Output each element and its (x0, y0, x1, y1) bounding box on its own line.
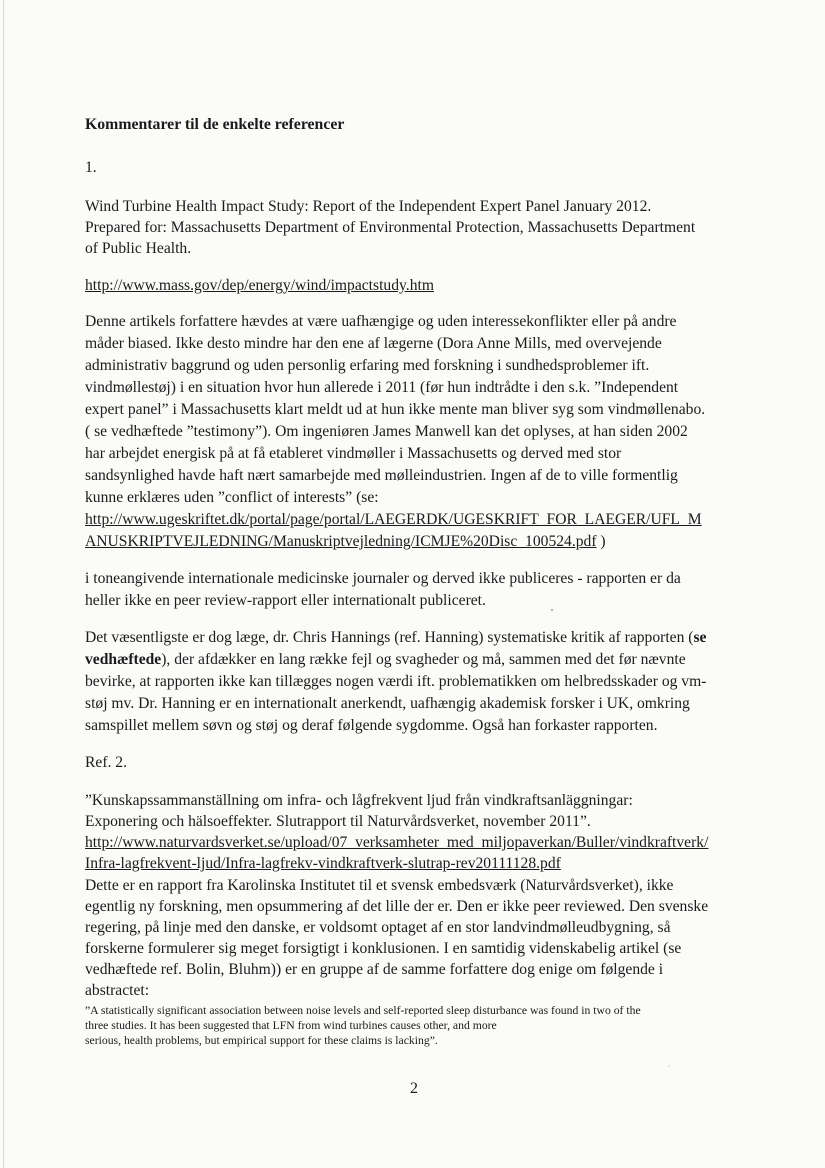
paragraph-line: Denne artikels forfattere hævdes at være uafhængige og uden interessekonflikter eller på andre (85, 313, 677, 330)
paragraph-line: vindmøllestøj) i en situation hvor hun allerede i 2011 (før hun indtrådte i den s.k. ”Independent (85, 379, 679, 396)
paragraph-line: støj mv. Dr. Hanning er en internationalt anerkendt, uafhængig akademisk forsker i UK, omkring (85, 695, 690, 712)
paragraph-line: heller ikke en peer review-rapport eller internationalt publiceret. (85, 592, 486, 609)
paragraph-line: expert panel” i Massachusetts klart meldt ud at hun ikke mente man bliver syg som vindmøllenabo. (85, 401, 706, 418)
quote-line: three studies. It has been suggested that LFN from wind turbines causes other, and more (85, 1019, 497, 1032)
paragraph-line: Dette er en rapport fra Karolinska Institutet til et svensk embedsværk (Naturvårdsverket), ikke (85, 877, 674, 894)
paragraph-line: administrativ baggrund og uden personlig erfaring med forskning i sundhedsproblemer ift. (85, 357, 650, 374)
scan-speck (551, 609, 553, 611)
section-heading: Kommentarer til de enkelte referencer (85, 116, 345, 133)
section-1-number: 1. (85, 159, 97, 176)
quote-line: ”A statistically significant association between noise levels and self-reported sleep disturbance was found in two of the (85, 1004, 641, 1017)
paragraph-line: måder biased. Ikke desto mindre har den ene af lægerne (Dora Anne Mills, med overvejende (85, 335, 662, 352)
paragraph-line: ( se vedhæftede ”testimony”). Om ingeniøren James Manwell kan det oplyses, at han siden 2002 (85, 423, 688, 440)
naturvardsverket-link-line-2[interactable]: Infra-lagfrekvent-ljud/Infra-lagfrekv-vindkraftverk-slutrap-rev20111128.pdf (85, 855, 561, 872)
paragraph-bold-text: se (693, 629, 707, 646)
paragraph-text: Det væsentligste er dog læge, dr. Chris Hannings (ref. Hanning) systematiske kritik af rapporten ( (85, 629, 694, 646)
section-2-number: Ref. 2. (85, 754, 128, 771)
citation-line: Exponering och hälsoeffekter. Slutrapport til Naturvårdsverket, november 2011”. (85, 813, 591, 830)
paragraph-line: samspillet mellem søvn og støj og deraf følgende sygdomme. Også han forkaster rapporten. (85, 717, 658, 734)
scan-speck (668, 1065, 670, 1067)
paragraph-line: bevirke, at rapporten ikke kan tillægges nogen værdi ift. problematikken om helbredsskader og vm- (85, 673, 707, 690)
paragraph-line: egentlig ny forskning, men opsummering af det lille der er. Den er ikke peer reviewed. Den svenske (85, 898, 709, 915)
page-number: 2 (410, 1080, 418, 1097)
paragraph-line: abstractet: (85, 982, 150, 999)
paragraph-line: forskerne formulerer sig meget forsigtigt i konklusionen. I en samtidig videnskabelig artikel (se (85, 940, 682, 957)
paragraph-line: kunne erklæres uden ”conflict of interests” (se: (85, 489, 379, 506)
paragraph-text: ), der afdækker en lang række fejl og svagheder og må, sammen med det før nævnte (161, 651, 686, 668)
paragraph-line: regering, på linje med den danske, er voldsomt optaget af en stor landvindmølleudbygning, så (85, 919, 671, 936)
scan-page-edge (3, 0, 4, 1168)
citation-line: of Public Health. (85, 240, 192, 257)
paragraph-line: vedhæftede ref. Bolin, Bluhm)) er en gruppe af de samme forfattere dog enige om følgende i (85, 961, 664, 978)
paragraph-line (85, 628, 706, 648)
citation-line: Prepared for: Massachusetts Department of Environmental Protection, Massachusetts Department (85, 219, 696, 236)
paragraph-line: har arbejdet energisk på at få etableret vindmøller i Massachusetts og derved med stor (85, 445, 622, 462)
ugeskrift-link-line-1[interactable]: http://www.ugeskriftet.dk/portal/page/portal/LAEGERDK/UGESKRIFT_FOR_LAEGER/UFL_M (85, 511, 702, 528)
paragraph-line (85, 650, 686, 670)
ugeskrift-link-line-2-wrap (85, 532, 606, 552)
naturvardsverket-link-line-1[interactable]: http://www.naturvardsverket.se/upload/07_verksamheter_med_miljopaverkan/Buller/vindkraftverk/ (85, 834, 709, 851)
paragraph-line: sandsynlighed havde haft nært samarbejde med mølleindustrien. Ingen af de to ville formentlig (85, 467, 678, 484)
ugeskrift-link-line-2[interactable]: ANUSKRIPTVEJLEDNING/Manuskriptvejledning/ICMJE%20Disc_100524.pdf (85, 533, 597, 550)
quote-line: serious, health problems, but empirical support for these claims is lacking”. (85, 1034, 438, 1047)
paragraph-bold-text: vedhæftede (85, 651, 162, 668)
mass-gov-link[interactable]: http://www.mass.gov/dep/energy/wind/impactstudy.htm (85, 277, 434, 294)
citation-line: Wind Turbine Health Impact Study: Report of the Independent Expert Panel January 2012. (85, 198, 652, 215)
ugeskrift-close-paren: ) (596, 533, 606, 550)
paragraph-line: i toneangivende internationale medicinske journaler og derved ikke publiceres - rapporten er da (85, 570, 681, 587)
citation-line: ”Kunskapssammanställning om infra- och lågfrekvent ljud från vindkraftsanläggningar: (85, 792, 633, 809)
